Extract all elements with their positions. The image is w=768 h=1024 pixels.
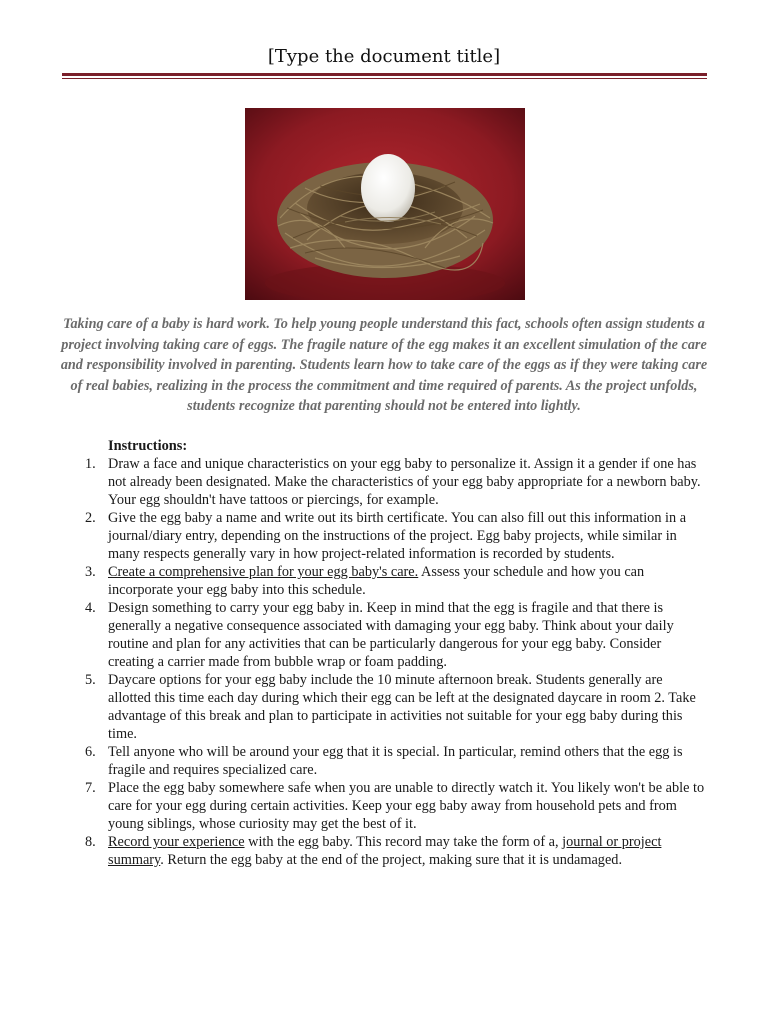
list-item [0,833,708,869]
step-text: Place the egg baby somewhere safe when you are unable to directly watch it. You likely won't be able to care for your egg during certain activities. Keep your egg baby away from household pets and from young siblings, whose curiosity may get the best of it. [108,780,705,832]
step-text: Give the egg baby a name and write out its birth certificate. You can also fill out this information in a journal/diary entry, depending on the instructions of the project. Egg baby projects, while similar in many respects generally vary in how project-related information is recorded by students. [108,510,687,562]
instructions-heading: Instructions: [108,438,188,454]
egg-nest-image [245,108,525,300]
document-title: [Type the document title] [267,46,501,67]
step-text: Draw a face and unique characteristics on your egg baby to personalize it. Assign it a gender if one has not already been designated. Make the characteristics of your egg baby appropriate for a newborn baby. Your egg shouldn't have tattoos or piercings, for example. [108,456,701,508]
list-number: 3. [85,564,96,580]
list-number: 5. [85,672,96,688]
title-rule-thick [62,73,707,76]
step-text: with the egg baby. This record may take the form of a, [244,834,563,850]
list-item [0,779,708,833]
list-item [0,455,708,509]
intro-paragraph: Taking care of a baby is hard work. To help young people understand this fact, schools often assign students a project involving taking care of eggs. The fragile nature of the egg makes it an excellent simulation of the care and responsibility involved in parenting. Students learn how to take care of the eggs as if they were taking care of real babies, realizing in the process the commitment and time required of parents. As the project unfolds, students recognize that parenting should not be entered into lightly. [60,316,708,414]
step-text: Daycare options for your egg baby include the 10 minute afternoon break. Students generally are allotted this time each day during which their egg can be left at the designated daycare in room 2. Take advantage of this break and plan to participate in activities not suitable for your egg baby during this time. [108,672,696,742]
instructions-list [0,455,720,869]
step-text: Tell anyone who will be around your egg that it is special. In particular, remind others that the egg is fragile and requires specialized care. [108,744,683,778]
list-number: 4. [85,600,96,616]
list-item [0,599,708,671]
journal-summary-link[interactable]: journal or project summary [108,834,662,868]
list-number: 1. [85,456,96,472]
list-number: 7. [85,780,96,796]
list-item [0,509,708,563]
list-number: 8. [85,834,96,850]
list-item [0,671,708,743]
list-item [0,743,708,779]
list-number: 6. [85,744,96,760]
step-text: Assess your schedule and how you can incorporate your egg baby into this schedule. [108,564,645,598]
record-experience-link[interactable]: Record your experience [108,834,245,850]
step-text: . Return the egg baby at the end of the project, making sure that it is undamaged. [160,852,623,868]
list-number: 2. [85,510,96,526]
care-plan-link[interactable]: Create a comprehensive plan for your egg baby's care. [108,564,419,580]
step-text: Design something to carry your egg baby in. Keep in mind that the egg is fragile and that there is generally a negative consequence associated with damaging your egg baby. Think about your daily routine and plan for any activities that can be particularly dangerous for your egg baby. Consider creating a carrier made from bubble wrap or foam padding. [108,600,674,670]
list-item [0,563,708,599]
title-rule-thin [62,78,707,79]
